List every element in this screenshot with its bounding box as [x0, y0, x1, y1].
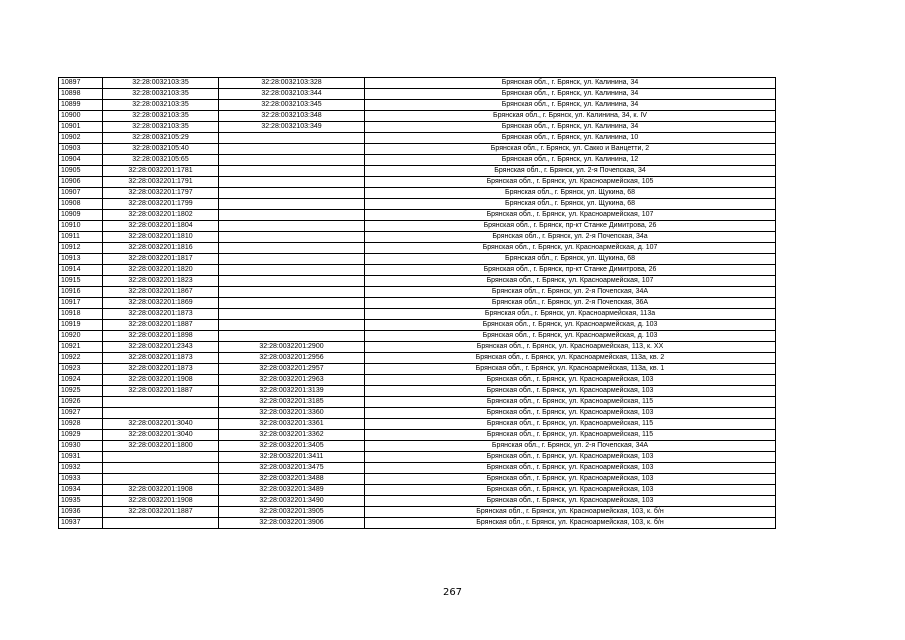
land-cadastral-number-cell: 32:28:0032201:1867: [103, 287, 219, 298]
address-cell: Брянская обл., г. Брянск, пр-кт Станке Димитрова, 26: [365, 221, 776, 232]
object-cadastral-number-cell: 32:28:0032201:3490: [219, 496, 365, 507]
row-number-cell: 10905: [59, 166, 103, 177]
land-cadastral-number-cell: 32:28:0032103:35: [103, 111, 219, 122]
land-cadastral-number-cell: 32:28:0032201:1791: [103, 177, 219, 188]
row-number-cell: 10914: [59, 265, 103, 276]
registry-table-body: [59, 78, 776, 529]
row-number-cell: 10901: [59, 122, 103, 133]
table-row: [59, 232, 776, 243]
land-cadastral-number-cell: 32:28:0032201:1873: [103, 309, 219, 320]
object-cadastral-number-cell: 32:28:0032201:3411: [219, 452, 365, 463]
table-row: [59, 452, 776, 463]
registry-table: [58, 77, 776, 529]
land-cadastral-number-cell: 32:28:0032201:3040: [103, 419, 219, 430]
row-number-cell: 10934: [59, 485, 103, 496]
address-cell: Брянская обл., г. Брянск, ул. Калинина, 34: [365, 78, 776, 89]
object-cadastral-number-cell: [219, 265, 365, 276]
table-row: [59, 441, 776, 452]
land-cadastral-number-cell: 32:28:0032105:29: [103, 133, 219, 144]
object-cadastral-number-cell: 32:28:0032201:3405: [219, 441, 365, 452]
table-row: [59, 386, 776, 397]
land-cadastral-number-cell: 32:28:0032103:35: [103, 122, 219, 133]
table-row: [59, 254, 776, 265]
address-cell: Брянская обл., г. Брянск, ул. 2-я Почепская, 34А: [365, 287, 776, 298]
object-cadastral-number-cell: [219, 309, 365, 320]
address-cell: Брянская обл., г. Брянск, ул. 2-я Почепская, 34А: [365, 441, 776, 452]
object-cadastral-number-cell: 32:28:0032103:348: [219, 111, 365, 122]
table-row: [59, 375, 776, 386]
object-cadastral-number-cell: [219, 254, 365, 265]
page-number: 267: [442, 587, 463, 598]
land-cadastral-number-cell: 32:28:0032201:1817: [103, 254, 219, 265]
object-cadastral-number-cell: 32:28:0032201:3905: [219, 507, 365, 518]
row-number-cell: 10935: [59, 496, 103, 507]
address-cell: Брянская обл., г. Брянск, ул. Калинина, 10: [365, 133, 776, 144]
object-cadastral-number-cell: [219, 276, 365, 287]
table-row: [59, 122, 776, 133]
address-cell: Брянская обл., г. Брянск, ул. Калинина, 34, к. IV: [365, 111, 776, 122]
table-row: [59, 188, 776, 199]
table-row: [59, 507, 776, 518]
address-cell: Брянская обл., г. Брянск, ул. Красноармейская, д. 103: [365, 320, 776, 331]
row-number-cell: 10927: [59, 408, 103, 419]
object-cadastral-number-cell: 32:28:0032201:2900: [219, 342, 365, 353]
object-cadastral-number-cell: 32:28:0032201:2956: [219, 353, 365, 364]
table-row: [59, 320, 776, 331]
object-cadastral-number-cell: 32:28:0032201:3906: [219, 518, 365, 529]
address-cell: Брянская обл., г. Брянск, ул. Красноармейская, 103, к. б/н: [365, 518, 776, 529]
row-number-cell: 10937: [59, 518, 103, 529]
land-cadastral-number-cell: [103, 397, 219, 408]
table-row: [59, 111, 776, 122]
table-row: [59, 331, 776, 342]
address-cell: Брянская обл., г. Брянск, ул. Красноармейская, 113а, кв. 2: [365, 353, 776, 364]
land-cadastral-number-cell: 32:28:0032201:1802: [103, 210, 219, 221]
object-cadastral-number-cell: [219, 232, 365, 243]
object-cadastral-number-cell: [219, 331, 365, 342]
address-cell: Брянская обл., г. Брянск, пр-кт Станке Димитрова, 26: [365, 265, 776, 276]
land-cadastral-number-cell: 32:28:0032201:1804: [103, 221, 219, 232]
table-row: [59, 155, 776, 166]
object-cadastral-number-cell: 32:28:0032201:3488: [219, 474, 365, 485]
table-row: [59, 199, 776, 210]
object-cadastral-number-cell: 32:28:0032201:3361: [219, 419, 365, 430]
address-cell: Брянская обл., г. Брянск, ул. Красноармейская, 115: [365, 397, 776, 408]
object-cadastral-number-cell: 32:28:0032201:3360: [219, 408, 365, 419]
land-cadastral-number-cell: 32:28:0032201:1869: [103, 298, 219, 309]
table-row: [59, 89, 776, 100]
row-number-cell: 10918: [59, 309, 103, 320]
land-cadastral-number-cell: 32:28:0032103:35: [103, 89, 219, 100]
row-number-cell: 10906: [59, 177, 103, 188]
row-number-cell: 10925: [59, 386, 103, 397]
row-number-cell: 10929: [59, 430, 103, 441]
object-cadastral-number-cell: [219, 144, 365, 155]
object-cadastral-number-cell: [219, 221, 365, 232]
object-cadastral-number-cell: 32:28:0032103:328: [219, 78, 365, 89]
land-cadastral-number-cell: 32:28:0032103:35: [103, 78, 219, 89]
address-cell: Брянская обл., г. Брянск, ул. Красноармейская, 115: [365, 430, 776, 441]
table-row: [59, 342, 776, 353]
land-cadastral-number-cell: 32:28:0032201:1887: [103, 386, 219, 397]
table-row: [59, 221, 776, 232]
table-row: [59, 397, 776, 408]
land-cadastral-number-cell: 32:28:0032105:65: [103, 155, 219, 166]
object-cadastral-number-cell: [219, 166, 365, 177]
table-row: [59, 430, 776, 441]
table-row: [59, 78, 776, 89]
row-number-cell: 10912: [59, 243, 103, 254]
row-number-cell: 10924: [59, 375, 103, 386]
address-cell: Брянская обл., г. Брянск, ул. 2-я Почепская, 36А: [365, 298, 776, 309]
row-number-cell: 10926: [59, 397, 103, 408]
address-cell: Брянская обл., г. Брянск, ул. Красноармейская, 103: [365, 408, 776, 419]
table-row: [59, 298, 776, 309]
land-cadastral-number-cell: 32:28:0032201:2343: [103, 342, 219, 353]
table-row: [59, 364, 776, 375]
object-cadastral-number-cell: [219, 155, 365, 166]
land-cadastral-number-cell: [103, 408, 219, 419]
address-cell: Брянская обл., г. Брянск, ул. Красноармейская, 103: [365, 474, 776, 485]
table-row: [59, 166, 776, 177]
address-cell: Брянская обл., г. Брянск, ул. Щукина, 68: [365, 188, 776, 199]
table-row: [59, 243, 776, 254]
land-cadastral-number-cell: 32:28:0032201:1800: [103, 441, 219, 452]
object-cadastral-number-cell: 32:28:0032103:344: [219, 89, 365, 100]
land-cadastral-number-cell: 32:28:0032201:1820: [103, 265, 219, 276]
table-row: [59, 100, 776, 111]
row-number-cell: 10922: [59, 353, 103, 364]
address-cell: Брянская обл., г. Брянск, ул. Щукина, 68: [365, 199, 776, 210]
address-cell: Брянская обл., г. Брянск, ул. Калинина, 34: [365, 122, 776, 133]
address-cell: Брянская обл., г. Брянск, ул. Красноармейская, 103: [365, 496, 776, 507]
land-cadastral-number-cell: 32:28:0032201:1799: [103, 199, 219, 210]
object-cadastral-number-cell: [219, 188, 365, 199]
row-number-cell: 10920: [59, 331, 103, 342]
land-cadastral-number-cell: 32:28:0032201:1797: [103, 188, 219, 199]
address-cell: Брянская обл., г. Брянск, ул. Красноармейская, 113а: [365, 309, 776, 320]
row-number-cell: 10936: [59, 507, 103, 518]
land-cadastral-number-cell: 32:28:0032201:1816: [103, 243, 219, 254]
land-cadastral-number-cell: 32:28:0032201:1887: [103, 320, 219, 331]
address-cell: Брянская обл., г. Брянск, ул. Сакко и Ванцетти, 2: [365, 144, 776, 155]
land-cadastral-number-cell: 32:28:0032201:1908: [103, 375, 219, 386]
row-number-cell: 10930: [59, 441, 103, 452]
address-cell: Брянская обл., г. Брянск, ул. Красноармейская, 113а, кв. 1: [365, 364, 776, 375]
address-cell: Брянская обл., г. Брянск, ул. Красноармейская, д. 107: [365, 243, 776, 254]
address-cell: Брянская обл., г. Брянск, ул. Красноармейская, 105: [365, 177, 776, 188]
land-cadastral-number-cell: 32:28:0032201:1873: [103, 364, 219, 375]
address-cell: Брянская обл., г. Брянск, ул. Красноармейская, 113, к. XX: [365, 342, 776, 353]
address-cell: Брянская обл., г. Брянск, ул. 2-я Почепская, 34: [365, 166, 776, 177]
row-number-cell: 10923: [59, 364, 103, 375]
object-cadastral-number-cell: 32:28:0032201:3185: [219, 397, 365, 408]
row-number-cell: 10915: [59, 276, 103, 287]
object-cadastral-number-cell: 32:28:0032201:3489: [219, 485, 365, 496]
address-cell: Брянская обл., г. Брянск, ул. 2-я Почепская, 34а: [365, 232, 776, 243]
land-cadastral-number-cell: 32:28:0032201:1810: [103, 232, 219, 243]
row-number-cell: 10916: [59, 287, 103, 298]
table-row: [59, 496, 776, 507]
object-cadastral-number-cell: 32:28:0032103:349: [219, 122, 365, 133]
object-cadastral-number-cell: [219, 177, 365, 188]
table-row: [59, 177, 776, 188]
row-number-cell: 10932: [59, 463, 103, 474]
address-cell: Брянская обл., г. Брянск, ул. Калинина, 34: [365, 89, 776, 100]
address-cell: Брянская обл., г. Брянск, ул. Калинина, 12: [365, 155, 776, 166]
table-row: [59, 276, 776, 287]
land-cadastral-number-cell: 32:28:0032201:1887: [103, 507, 219, 518]
object-cadastral-number-cell: 32:28:0032201:2963: [219, 375, 365, 386]
object-cadastral-number-cell: [219, 199, 365, 210]
table-row: [59, 419, 776, 430]
object-cadastral-number-cell: [219, 243, 365, 254]
table-row: [59, 265, 776, 276]
land-cadastral-number-cell: [103, 463, 219, 474]
object-cadastral-number-cell: 32:28:0032201:3139: [219, 386, 365, 397]
table-row: [59, 518, 776, 529]
address-cell: Брянская обл., г. Брянск, ул. Красноармейская, 103: [365, 463, 776, 474]
row-number-cell: 10917: [59, 298, 103, 309]
row-number-cell: 10911: [59, 232, 103, 243]
object-cadastral-number-cell: [219, 133, 365, 144]
row-number-cell: 10900: [59, 111, 103, 122]
address-cell: Брянская обл., г. Брянск, ул. Щукина, 68: [365, 254, 776, 265]
address-cell: Брянская обл., г. Брянск, ул. Красноармейская, 107: [365, 276, 776, 287]
object-cadastral-number-cell: [219, 210, 365, 221]
object-cadastral-number-cell: 32:28:0032103:345: [219, 100, 365, 111]
row-number-cell: 10919: [59, 320, 103, 331]
land-cadastral-number-cell: 32:28:0032201:1898: [103, 331, 219, 342]
row-number-cell: 10921: [59, 342, 103, 353]
address-cell: Брянская обл., г. Брянск, ул. Красноармейская, 103: [365, 386, 776, 397]
object-cadastral-number-cell: [219, 298, 365, 309]
row-number-cell: 10908: [59, 199, 103, 210]
address-cell: Брянская обл., г. Брянск, ул. Красноармейская, д. 103: [365, 331, 776, 342]
address-cell: Брянская обл., г. Брянск, ул. Красноармейская, 103: [365, 375, 776, 386]
object-cadastral-number-cell: 32:28:0032201:3362: [219, 430, 365, 441]
row-number-cell: 10909: [59, 210, 103, 221]
row-number-cell: 10897: [59, 78, 103, 89]
land-cadastral-number-cell: 32:28:0032103:35: [103, 100, 219, 111]
land-cadastral-number-cell: [103, 452, 219, 463]
row-number-cell: 10913: [59, 254, 103, 265]
address-cell: Брянская обл., г. Брянск, ул. Красноармейская, 115: [365, 419, 776, 430]
land-cadastral-number-cell: 32:28:0032201:1908: [103, 485, 219, 496]
object-cadastral-number-cell: [219, 287, 365, 298]
table-row: [59, 309, 776, 320]
row-number-cell: 10898: [59, 89, 103, 100]
row-number-cell: 10910: [59, 221, 103, 232]
row-number-cell: 10899: [59, 100, 103, 111]
land-cadastral-number-cell: 32:28:0032201:3040: [103, 430, 219, 441]
address-cell: Брянская обл., г. Брянск, ул. Красноармейская, 103: [365, 452, 776, 463]
land-cadastral-number-cell: 32:28:0032105:40: [103, 144, 219, 155]
land-cadastral-number-cell: 32:28:0032201:1781: [103, 166, 219, 177]
object-cadastral-number-cell: 32:28:0032201:2957: [219, 364, 365, 375]
object-cadastral-number-cell: 32:28:0032201:3475: [219, 463, 365, 474]
land-cadastral-number-cell: 32:28:0032201:1823: [103, 276, 219, 287]
table-row: [59, 463, 776, 474]
land-cadastral-number-cell: 32:28:0032201:1908: [103, 496, 219, 507]
table-row: [59, 287, 776, 298]
land-cadastral-number-cell: 32:28:0032201:1873: [103, 353, 219, 364]
address-cell: Брянская обл., г. Брянск, ул. Красноармейская, 107: [365, 210, 776, 221]
row-number-cell: 10928: [59, 419, 103, 430]
table-row: [59, 133, 776, 144]
row-number-cell: 10933: [59, 474, 103, 485]
row-number-cell: 10931: [59, 452, 103, 463]
land-cadastral-number-cell: [103, 518, 219, 529]
address-cell: Брянская обл., г. Брянск, ул. Калинина, 34: [365, 100, 776, 111]
land-cadastral-number-cell: [103, 474, 219, 485]
row-number-cell: 10904: [59, 155, 103, 166]
row-number-cell: 10903: [59, 144, 103, 155]
table-row: [59, 210, 776, 221]
table-row: [59, 408, 776, 419]
object-cadastral-number-cell: [219, 320, 365, 331]
table-row: [59, 474, 776, 485]
address-cell: Брянская обл., г. Брянск, ул. Красноармейская, 103, к. б/н: [365, 507, 776, 518]
table-row: [59, 144, 776, 155]
row-number-cell: 10907: [59, 188, 103, 199]
row-number-cell: 10902: [59, 133, 103, 144]
address-cell: Брянская обл., г. Брянск, ул. Красноармейская, 103: [365, 485, 776, 496]
table-row: [59, 485, 776, 496]
table-row: [59, 353, 776, 364]
